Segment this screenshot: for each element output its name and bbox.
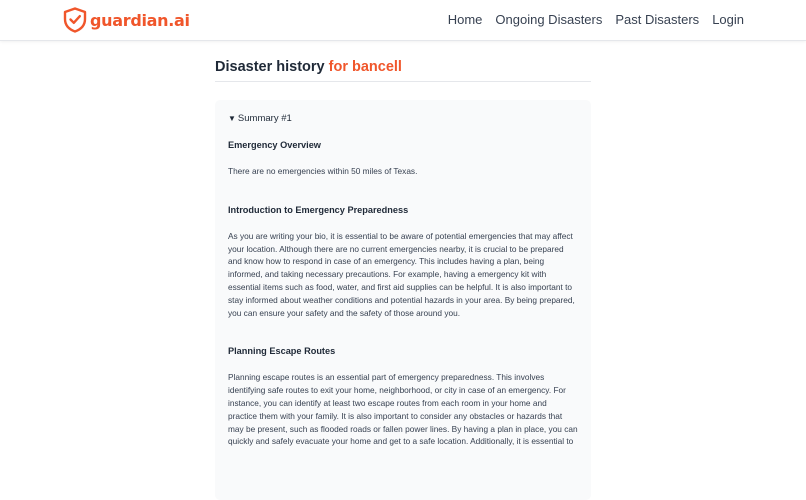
nav-home-link[interactable]: Home	[447, 12, 483, 27]
main-content	[215, 41, 591, 500]
summary-toggle-label: Summary #1	[237, 113, 292, 124]
triangle-down-icon: ▼	[228, 114, 236, 123]
page-title-prefix: Disaster history	[215, 59, 325, 75]
page-title	[215, 59, 591, 82]
summary-toggle[interactable]	[228, 113, 578, 124]
top-navbar	[0, 0, 806, 41]
section-body-escape-routes: Planning escape routes is an essential part of emergency preparedness. This involves identifying safe routes to exit your home, neighborhood, or city in case of an emergency. For instance, you can identify at least two escape routes from each room in your home and practice them with your family. It is also important to consider any obstacles or hazards that may be present, such as flooded roads or fallen power lines. By having a plan in place, you can quickly and safely evacuate your home and get to a safe location. Additionally, it is essential to	[228, 372, 578, 447]
brand-name: guardian.ai	[90, 10, 190, 30]
section-body-introduction: As you are writing your bio, it is essential to be aware of potential emergencies that may affect your location. Although there are no current emergencies nearby, it is crucial to be prepared and know how to respond in case of an emergency. This includes having a plan, being informed, and taking necessary precautions. For example, having a emergency kit with essential items such as food, water, and first aid supplies can be helpful. It is also important to stay informed about weather conditions and potential hazards in your area. By being prepared, you can ensure your safety and the safety of those around you.	[228, 230, 575, 318]
summary-card	[215, 100, 591, 500]
nav-past-disasters-link[interactable]: Past Disasters	[615, 12, 700, 27]
section-body-emergency-overview: There are no emergencies within 50 miles of Texas.	[228, 166, 418, 176]
main-nav	[448, 12, 744, 27]
section-heading-introduction: Introduction to Emergency Preparedness	[228, 204, 409, 215]
section-heading-emergency-overview: Emergency Overview	[228, 140, 321, 150]
page-title-username: for bancell	[328, 59, 402, 75]
shield-check-icon	[63, 7, 87, 33]
brand-logo-link[interactable]	[63, 6, 190, 34]
section-heading-escape-routes: Planning Escape Routes	[228, 346, 336, 357]
nav-ongoing-disasters-link[interactable]: Ongoing Disasters	[495, 12, 603, 27]
nav-login-link[interactable]: Login	[712, 12, 744, 27]
